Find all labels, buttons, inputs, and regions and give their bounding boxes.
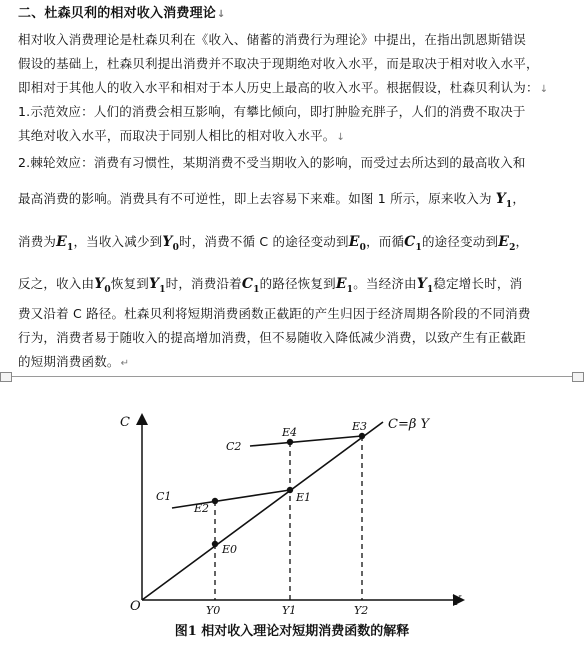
symbol-y0: $Y_0$ [162,234,180,253]
symbol-e1: $E_1$ [335,276,354,295]
item2-line-2: 最高消费的影响。消费具有不可逆性，即上去容易下来难。如图 1 所示，原来收入为 $Y_1$， [18,191,526,210]
paragraph-mark: ↓ [336,132,346,143]
e2-label: E2 [194,502,210,515]
resize-handle-right[interactable] [572,372,584,382]
e1-label: E1 [296,491,312,504]
section-separator [0,372,584,382]
e0-label: E0 [222,543,238,556]
para1-line-2: 假设的基础上，杜森贝利提出消费并不取决于现期绝对收入水平，而是取决于相对收入水平， [18,56,539,71]
symbol-y0: $Y_0$ [94,276,111,295]
paragraph-mark: ↵ [120,358,130,369]
y0-label: Y0 [206,604,221,617]
item2-line-1: 2.棘轮效应：消费有习惯性，某期消费不受当期收入的影响，而受过去所达到的最高收入和 [18,155,526,170]
symbol-c1: $C_1$ [241,276,260,295]
item2-line-7: 的短期消费函数。↵ [18,354,130,369]
origin-label: O [130,599,141,614]
line-c-label: C=β Y [388,417,430,432]
point-e4 [287,439,293,445]
y2-label: Y2 [354,604,369,617]
short-run-line-c2 [250,436,362,446]
consumption-diagram [100,398,484,644]
y-axis-label: Y [452,594,461,609]
long-run-consumption-line [142,422,383,600]
item2-line-5: 费又沿着 C 路径。杜森贝利将短期消费函数正截距的产生归因于经济周期各阶段的不同消费 [18,306,531,321]
e4-label: E4 [282,426,298,439]
paragraph-mark: ↓ [217,9,226,20]
item2-line-6: 行为，消费者易于随收入的提高增加消费，但不易随收入降低减少消费，以致产生有正截距 [18,330,527,345]
figure-1 [100,398,484,644]
symbol-y1: $Y_1$ [148,276,166,295]
symbol-y1: $Y_1$ [416,276,434,295]
section-heading: 二、杜森贝利的相对收入消费理论↓ [18,6,226,21]
y1-label: Y1 [282,604,297,617]
point-e3 [359,433,365,439]
resize-handle-left[interactable] [0,372,12,382]
short-run-line-c1 [172,490,290,508]
c2-label: C2 [226,440,242,453]
para1-line-3: 即相对于其他人的收入水平和相对于本人历史上最高的收入水平。根据假设，杜森贝利认为：↓ [18,80,549,95]
item1-line-1: 1.示范效应：人们的消费会相互影响，有攀比倾向，即打肿脸充胖子，人们的消费不取决于 [18,104,526,119]
c-axis-label: C [120,415,130,430]
symbol-e0: $E_0$ [348,234,367,253]
symbol-e1: $E_1$ [56,234,74,253]
figure-caption: 图1 相对收入理论对短期消费函数的解释 [174,624,410,639]
item2-line-4: 反之，收入由$Y_0$恢复到$Y_1$时，消费沿着$C_1$的路径恢复到$E_1$。当经济由$Y_1$稳定增长时，消 [18,276,523,295]
point-e2 [212,498,218,504]
c1-label: C1 [156,490,172,503]
paragraph-mark: ↓ [539,84,549,95]
point-e1 [287,487,293,493]
e3-label: E3 [352,420,368,433]
item1-line-2: 其绝对收入水平，而取决于同别人相比的相对收入水平。↓ [18,128,346,143]
separator-rule [12,376,572,377]
symbol-e2: $E_2$ [498,234,516,253]
para1-line-1: 相对收入消费理论是杜森贝利在《收入、储蓄的消费行为理论》中提出，在指出凯恩斯错误 [18,32,527,47]
point-e0 [212,541,218,547]
item2-line-3: 消费为$E_1$，当收入减少到$Y_0$时，消费不循 C 的途径变动到$E_0$，而循$C_1$的途径变动到$E_2$， [18,234,529,253]
symbol-y1: $Y_1$ [495,191,513,210]
symbol-c1: $C_1$ [404,234,422,253]
